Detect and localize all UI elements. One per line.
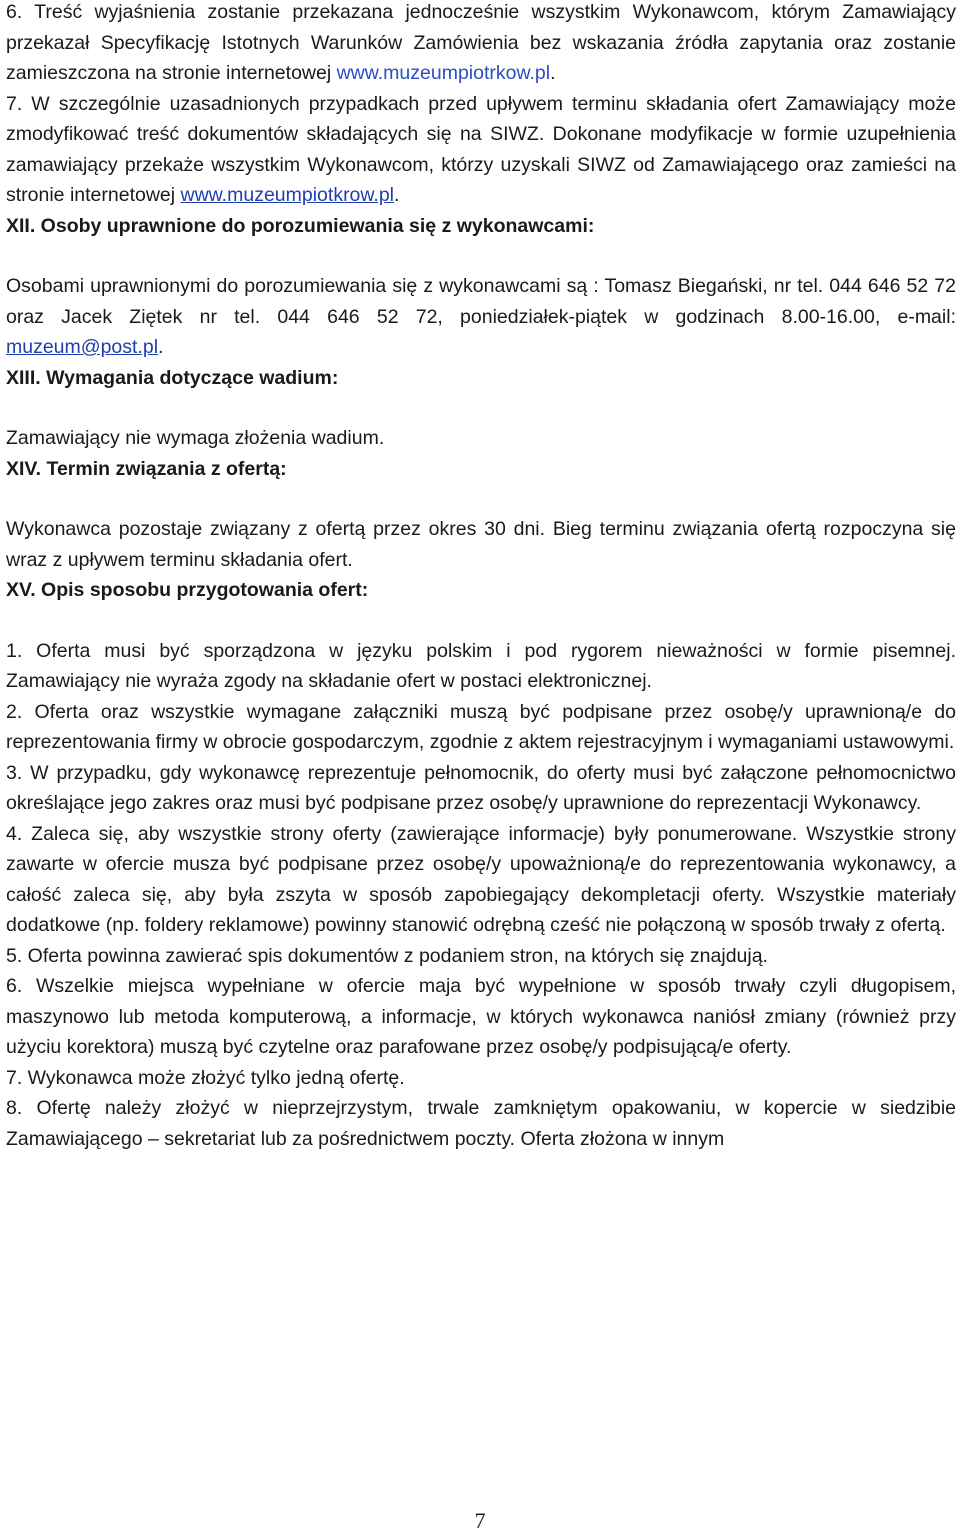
section-12-body: Osobami uprawnionymi do porozumiewania się z wykonawcami są : Tomasz Biegański, nr tel. 044 646 52 72 oraz Jacek Ziętek nr tel. 044 646 52 72, poniedziałek-piątek w godzinach 8.00-16.00, e-mail: <box>6 275 956 328</box>
website-link[interactable]: www.muzeumpiotrkow.pl <box>336 62 551 84</box>
section-14-heading: XIV. Termin związania z ofertą: <box>6 457 287 480</box>
item-7-after: . <box>394 184 400 206</box>
list-item: 6. Wszelkie miejsca wypełniane w ofercie maja być wypełnione w sposób trwały czyli długopisem, maszynowo lub metoda komputerową, a informacje, w których wykonawca naniósł zmiany (również przy użyciu korektora) muszą być czytelne oraz parafowane przez osobę/y podpisującą/e oferty. <box>6 975 956 1058</box>
section-12-text <box>6 271 956 363</box>
item-6-after: . <box>550 62 556 84</box>
section-15-list <box>6 636 956 1155</box>
item-6-text: 6. Treść wyjaśnienia zostanie przekazana jednocześnie wszystkim Wykonawcom, którym Zamawiający przekazał Specyfikację Istotnych Warunków Zamówienia bez wskazania źródła zapytania oraz zostanie zamieszczona na stronie internetowej <box>6 1 956 84</box>
list-item: 3. W przypadku, gdy wykonawcę reprezentuje pełnomocnik, do oferty musi być załączone pełnomocnictwo określające jego zakres oraz musi być podpisane przez osobę/y uprawnione do reprezentacji Wykonawcy. <box>6 761 956 814</box>
section-14-text: Wykonawca pozostaje związany z ofertą przez okres 30 dni. Bieg terminu związania ofertą rozpoczyna się wraz z upływem terminu składania ofert. <box>6 518 956 571</box>
list-item: 2. Oferta oraz wszystkie wymagane załączniki muszą być podpisane przez osobę/y uprawnioną/e do reprezentowania firmy w obrocie gospodarczym, zgodnie z aktem rejestracyjnym i wymaganiami ustawowymi. <box>6 700 956 753</box>
section-13-text: Zamawiający nie wymaga złożenia wadium. <box>6 427 385 449</box>
section-12-after: . <box>158 336 164 358</box>
list-item: 5. Oferta powinna zawierać spis dokumentów z podaniem stron, na których się znajdują. <box>6 944 768 967</box>
list-item: 8. Ofertę należy złożyć w nieprzejrzystym, trwale zamkniętym opakowaniu, w kopercie w siedzibie Zamawiającego – sekretariat lub za pośrednictwem poczty. Oferta złożona w innym <box>6 1097 956 1150</box>
email-link[interactable]: muzeum@post.pl <box>6 336 159 358</box>
website-link-2[interactable]: www.muzeumpiotkrow.pl <box>180 184 395 206</box>
section-13-heading: XIII. Wymagania dotyczące wadium: <box>6 366 339 389</box>
list-item: 4. Zaleca się, aby wszystkie strony oferty (zawierające informacje) były ponumerowane. Wszystkie strony zawarte w ofercie musza być podpisane przez osobę/y upoważnioną/e do reprezentowania wykonawcy, a całość zaleca się, aby była zszyta w sposób zapobiegający dekompletacji oferty. Wszystkie materiały dodatkowe (np. foldery reklamowe) powinny stanowić odrębną cześć nie połączoną w sposób trwały z ofertą. <box>6 822 956 936</box>
list-item: 1. Oferta musi być sporządzona w języku polskim i pod rygorem nieważności w formie pisemnej. Zamawiający nie wyraża zgody na składanie ofert w postaci elektronicznej. <box>6 639 956 692</box>
list-item: 7. Wykonawca może złożyć tylko jedną ofertę. <box>6 1066 405 1089</box>
page-number: 7 <box>474 1508 486 1533</box>
section-15-heading: XV. Opis sposobu przygotowania ofert: <box>6 579 369 601</box>
section-12-heading: XII. Osoby uprawnione do porozumiewania się z wykonawcami: <box>6 214 595 237</box>
paragraph-item-7 <box>6 89 956 211</box>
item-7-text: 7. W szczególnie uzasadnionych przypadkach przed upływem terminu składania ofert Zamawiający może zmodyfikować treść dokumentów składających się na SIWZ. Dokonane modyfikacje w formie uzupełnienia zamawiający przekaże wszystkim Wykonawcom, którzy uzyskali SIWZ od Zamawiającego oraz zamieści na stronie internetowej <box>6 92 956 206</box>
paragraph-item-6 <box>6 0 956 89</box>
document-page <box>6 0 956 1154</box>
